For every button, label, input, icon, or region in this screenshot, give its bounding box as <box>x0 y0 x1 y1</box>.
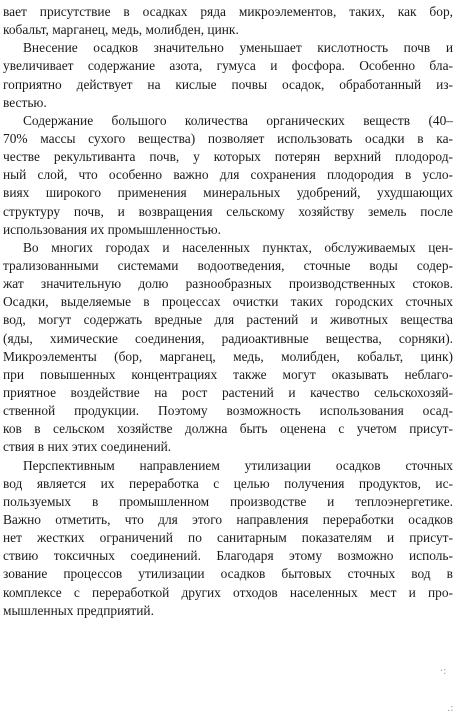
text-line: приятное воздействие на рост растений и качество сельскохозяй- <box>3 384 453 400</box>
text-line: честве рекультиванта почв, у которых потерян верхний плодород- <box>3 149 453 165</box>
text-line: 70% массы сухого вещества) позволяет использовать осадки в ка- <box>3 130 453 146</box>
text-line: Микроэлементы (бор, марганец, медь, молибден, кобальт, цинк) <box>3 348 453 364</box>
paragraph <box>3 239 453 457</box>
text-line: при повышенных концентрациях также могут оказывать неблаго- <box>3 366 453 382</box>
text-line: структуру почв, и возвращения сельскому хозяйству земель после <box>3 203 453 219</box>
scan-mark: ·: <box>440 666 447 677</box>
text-line: использования их промышленностью. <box>3 221 221 237</box>
paragraph <box>3 112 453 239</box>
paragraph <box>3 39 453 112</box>
text-line: комплексе с переработкой других отходов населенных мест и про- <box>3 584 453 600</box>
text-line: Внесение осадков значительно уменьшает кислотность почв и <box>23 40 453 56</box>
text-line: жат значительную долю разнообразных производственных стоков. <box>3 276 453 292</box>
text-line: виях широкого применения минеральных удобрений, ухудшающих <box>3 185 453 201</box>
text-line: зование процессов утилизации осадков бытовых сточных вод в <box>3 566 453 582</box>
text-line: ствию токсичных соединений. Благодаря этому возможно исполь- <box>3 548 453 564</box>
text-line: Перспективным направлением утилизации осадков сточных <box>23 457 453 473</box>
document-page <box>3 3 453 620</box>
text-line: мышленных предприятий. <box>3 602 154 618</box>
text-line: Осадки, выделяемые в процессах очистки таких городских сточных <box>3 294 453 310</box>
text-line: пользуемых в промышленном производстве и теплоэнергетике. <box>3 493 453 509</box>
text-line: ственной продукции. Поэтому возможность использования осад- <box>3 403 453 419</box>
paragraph <box>3 457 453 620</box>
text-line: трализованными системами водоотведения, сточные воды содер- <box>3 257 453 273</box>
text-line: Важно отметить, что для этого направления переработки осадков <box>3 511 453 527</box>
text-line: Содержание большого количества органических веществ (40– <box>23 112 453 128</box>
text-line: вод является их переработка с целью получения продуктов, ис- <box>3 475 453 491</box>
text-line: вестью. <box>3 94 47 110</box>
text-line: (яды, химические соединения, радиоактивные вещества, сорняки). <box>3 330 453 346</box>
text-line: кобальт, марганец, медь, молибден, цинк. <box>3 22 239 38</box>
text-line: вод, могут содержать вредные для растений и животных вещества <box>3 312 453 328</box>
text-line: гоприятно действует на кислые почвы осадок, обработанный из- <box>3 76 453 92</box>
paragraph <box>3 3 453 39</box>
text-line: Во многих городах и населенных пунктах, обслуживаемых цен- <box>23 239 453 255</box>
text-line: ков в сельском хозяйстве должна быть оценена с учетом присут- <box>3 421 453 437</box>
text-line: нет жестких ограничений по санитарным показателям и присут- <box>3 530 453 546</box>
text-line: ствия в них этих соединений. <box>3 439 172 455</box>
text-line: вает присутствие в осадках ряда микроэлементов, таких, как бор, <box>3 4 453 19</box>
text-line: ный слой, что особенно важно для сохранения плодородия в усло- <box>3 167 453 183</box>
text-line: увеличивает содержание азота, гумуса и фосфора. Особенно бла- <box>3 58 453 74</box>
scan-mark: .: <box>447 703 454 714</box>
